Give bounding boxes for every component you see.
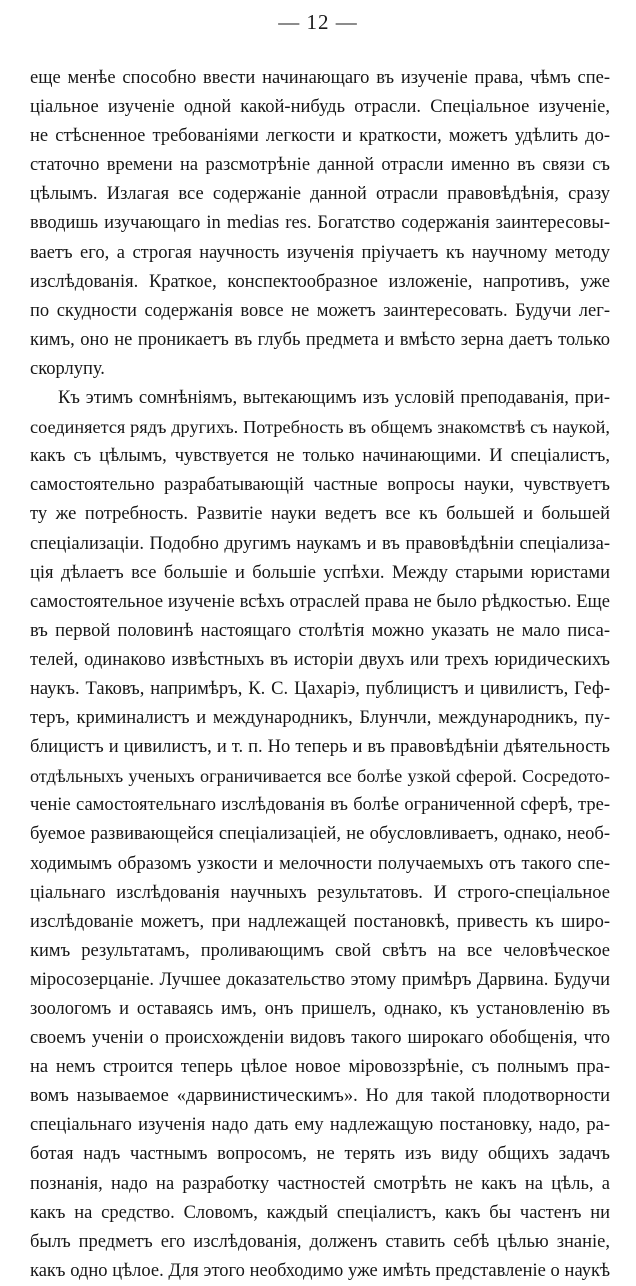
text-line: вводишь изучающаго in medias res. Богатство содержанія заинтересовы- xyxy=(30,213,610,234)
text-line: въ первой половинѣ настоящаго столѣтія можно указать не мало писа- xyxy=(30,620,610,641)
body-text xyxy=(30,64,610,1286)
text-line: еще менѣе способно ввести начинающаго въ изученіе права, чѣмъ спе- xyxy=(30,68,610,88)
text-line: изслѣдованіе можетъ, при надлежащей постановкѣ, привесть къ широ- xyxy=(30,911,610,932)
text-line: статочно времени на разсмотрѣніе данной отрасли именно въ связи съ xyxy=(30,155,610,176)
text-line: былъ предметъ его изслѣдованія, долженъ ставить себѣ цѣлью знаніе, xyxy=(30,1231,610,1252)
text-line: ходимымъ образомъ узкости и мелочности получаемыхъ отъ такого спе- xyxy=(30,853,610,874)
text-line: блицистъ и цивилистъ, и т. п. Но теперь и въ правовѣдѣніи дѣятельность xyxy=(30,737,610,758)
text-line: ботая надъ частнымъ вопросомъ, не терять изъ виду общихъ задачъ xyxy=(30,1144,610,1165)
text-line: самостоятельно разрабатывающій частные вопросы науки, чувствуетъ xyxy=(30,475,610,496)
text-line: ту же потребность. Развитіе науки ведетъ все къ большей и большей xyxy=(30,504,610,525)
text-line: изслѣдованія. Краткое, конспектообразное изложеніе, напротивъ, уже xyxy=(30,271,610,292)
text-line: буемое развивающейся спеціализаціей, не обусловливаетъ, однако, необ- xyxy=(30,824,610,845)
text-line: познанія, надо на разработку частностей смотрѣть не какъ на цѣль, а xyxy=(30,1173,610,1194)
text-line: ціальнаго изслѣдованія научныхъ результатовъ. И строго-спеціальное xyxy=(30,882,610,903)
text-line: ціальное изученіе одной какой-нибудь отрасли. Спеціальное изученіе, xyxy=(30,97,610,118)
text-line: теръ, криминалистъ и международникъ, Блунчли, международникъ, пу- xyxy=(30,708,610,729)
text-line: кимъ, оно не проникаетъ въ глубь предмета и вмѣсто зерна даетъ только xyxy=(30,329,610,350)
text-line: кимъ результатамъ, проливающимъ свой свѣтъ на все человѣческое xyxy=(30,940,610,961)
text-line: самостоятельное изученіе всѣхъ отраслей права не было рѣдкостью. Еще xyxy=(30,591,610,612)
text-line: не стѣсненное требованіями легкости и краткости, можетъ удѣлить до- xyxy=(30,126,610,147)
text-line: зоологомъ и оставаясь имъ, онъ пришелъ, однако, къ установленію въ xyxy=(30,999,610,1019)
text-line: какъ на средство. Словомъ, каждый спеціалистъ, какъ бы частенъ ни xyxy=(30,1202,610,1223)
text-line: телей, одинаково извѣстныхъ въ исторіи двухъ или трехъ юридическихъ xyxy=(30,649,610,670)
text-line: ченіе самостоятельнаго изслѣдованія въ болѣе ограниченной сферѣ, тре- xyxy=(30,795,610,816)
text-line: вомъ называемое «дарвинистическимъ». Но для такой плодотворности xyxy=(30,1086,610,1107)
text-line: какъ съ цѣлымъ, чувствуется не только начинающими. И спеціалистъ, xyxy=(30,446,610,467)
text-line: по скудности содержанія вовсе не можетъ заинтересовать. Будучи лег- xyxy=(30,300,610,321)
text-line: какъ одно цѣлое. Для этого необходимо уже имѣть представленіе о наукѣ xyxy=(30,1260,610,1281)
text-line: отдѣльныхъ ученыхъ ограничивается все болѣе узкой сферой. Сосредото- xyxy=(30,766,610,787)
text-line: на немъ строится теперь цѣлое новое міровоззрѣніе, съ полнымъ пра- xyxy=(30,1057,610,1078)
text-line: ваетъ его, а строгая научность изученія пріучаетъ къ научному методу xyxy=(30,242,610,263)
text-line: Къ этимъ сомнѣніямъ, вытекающимъ изъ условій преподаванія, при- xyxy=(58,388,610,409)
text-line: спеціальнаго изученія надо дать ему надлежащую постановку, надо, ра- xyxy=(30,1115,610,1136)
text-line: соединяется рядъ другихъ. Потребность въ общемъ знакомствѣ съ наукой, xyxy=(30,417,610,438)
text-line: цѣлымъ. Излагая все содержаніе данной отрасли правовѣдѣнія, сразу xyxy=(30,184,610,205)
text-line: своемъ ученіи о происхожденіи видовъ такого широкаго обобщенія, что xyxy=(30,1028,610,1049)
text-line: наукъ. Таковъ, напримѣръ, К. С. Цахаріэ, публицистъ и цивилистъ, Геф- xyxy=(30,678,610,699)
text-line: спеціализаціи. Подобно другимъ наукамъ и въ правовѣдѣніи спеціализа- xyxy=(30,533,610,554)
text-line: ція дѣлаетъ все большіе и большіе успѣхи. Между старыми юристами xyxy=(30,562,610,583)
text-line: міросозерцаніе. Лучшее доказательство этому примѣръ Дарвина. Будучи xyxy=(30,969,610,990)
text-line: скорлупу. xyxy=(30,358,105,379)
page-number: — 12 — xyxy=(278,10,358,34)
